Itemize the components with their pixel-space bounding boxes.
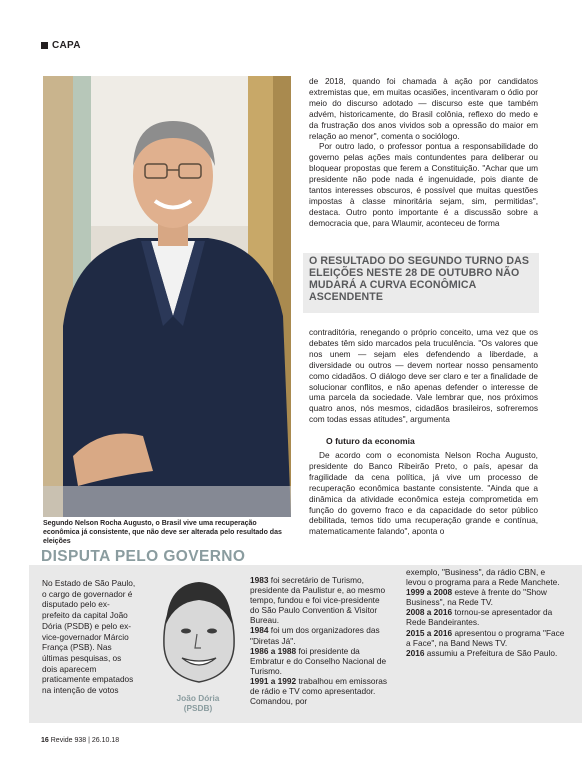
timeline-text: apresentou o programa "Face a Face", na Band News TV. [406, 627, 565, 648]
page-footer [41, 737, 119, 744]
timeline-entry [406, 607, 566, 627]
candidate-party: (PSDB) [183, 703, 213, 713]
pull-quote-text: O RESULTADO DO SEGUNDO TURNO DAS ELEIÇÕES NESTE 28 DE OUTUBRO NÃO MUDARÁ A CURVA ECONÔMICA ASCENDENTE [309, 255, 529, 303]
article-paragraph: Por outro lado, o professor pontua a responsabilidade do governo pelas ações mais contundentes para deliberar ou bloquear propostas que ferem a Constituição. "Achar que um presidente não pode nada é ingenuidade, pois diante de tantos interesses obscuros, é possível que muitas questões impostas à classe minoritária sejam, sim, permitidas", destaca. Outro ponto importante é a discussão sobre a democracia que, para Wlaumir, aconteceu de forma [309, 141, 538, 228]
timeline-entry [250, 646, 390, 676]
article-subheading: O futuro da economia [326, 436, 415, 446]
timeline-text: trabalhou em emissoras de rádio e TV como apresentador. Comandou, por [250, 675, 387, 707]
timeline-entry [250, 575, 390, 625]
timeline-year: 2008 a 2016 [406, 607, 453, 618]
article-column-bottom [309, 450, 538, 537]
timeline-year: 2015 a 2016 [406, 627, 453, 638]
issue-date: 26.10.18 [91, 737, 120, 744]
timeline-year: 2016 [406, 647, 425, 658]
timeline-year: 1999 a 2008 [406, 587, 453, 598]
timeline-text: foi presidente da Embratur e do Conselho Nacional de Turismo. [250, 645, 387, 676]
timeline-text: foi secretário de Turismo, presidente da Paulistur e, ao mesmo tempo, fundou e foi vice-presidente do São Paulo Convention & Visitor Bureau. [250, 575, 386, 626]
photo-caption: Segundo Nelson Rocha Augusto, o Brasil vive uma recuperação econômica já consistente, que não deve ser alterada pelo resultado das eleições [43, 520, 282, 545]
portrait-illustration [43, 76, 291, 517]
timeline-entry [406, 648, 566, 658]
pull-quote [303, 253, 539, 313]
section-tag [41, 40, 81, 51]
article-paragraph: contraditória, renegando o próprio conceito, uma vez que os debates têm sido marcados pela truculência. "Os valores que nos unem — sejam eles defendendo a liberdade, a diversidade ou outros — devem nortear nosso pensamento como cidadãos. O diálogo deve ser claro e ter a finalidade de solucionar conflitos, e não apenas defender o interesse de uma parcela da sociedade. Vale lembrar que, nos próximos quatro anos, nós mesmos, cidadãos brasileiros, sofreremos com todas essas atitudes", argumenta [309, 327, 538, 425]
timeline-year: 1984 [250, 625, 269, 636]
timeline-entry [406, 587, 566, 607]
timeline-entry [406, 628, 566, 648]
footer-separator: | [88, 737, 92, 744]
timeline-entry [406, 567, 566, 587]
timeline-text: tornou-se apresentador da Rede Bandeirantes. [406, 607, 553, 628]
magazine-name: Revide 938 [50, 737, 87, 744]
section-label: CAPA [52, 40, 81, 51]
article-paragraph: de 2018, quando foi chamada à ação por candidatos extremistas que, em muitas ocasiões, incentivaram o ódio por meio do discurso adotado — discurso este que também advém, historicamente, do Brasil colônia, reflexo do medo e da frustração dos anos vividos sob a opressão do maior em relação ao menor", comenta o sociólogo. [309, 76, 538, 141]
candidate-portrait [158, 576, 240, 684]
timeline-text: assumiu a Prefeitura de São Paulo. [424, 647, 558, 658]
timeline-entry [250, 676, 390, 706]
timeline-column-1 [250, 575, 390, 706]
box-title: DISPUTA PELO GOVERNO [41, 548, 246, 565]
timeline-text: esteve à frente do "Show Business", na Rede TV. [406, 587, 547, 608]
article-photo [43, 76, 291, 517]
box-intro: No Estado de São Paulo, o cargo de governador é disputado pelo ex-prefeito da capital João Dória (PSDB) e pelo ex-vice-governador Márcio França (PSB). Nas últimas pesquisas, os dois aparecem praticamente empatados na intenção de votos [42, 578, 136, 696]
timeline-entry [250, 625, 390, 645]
section-square-icon [41, 42, 48, 49]
timeline-year: 1983 [250, 575, 269, 585]
page-number: 16 [41, 737, 49, 744]
timeline-year: 1986 a 1988 [250, 645, 297, 656]
timeline-year: 1991 a 1992 [250, 675, 297, 686]
timeline-text: foi um dos organizadores das "Diretas Já". [250, 625, 380, 646]
candidate-name-block [150, 693, 246, 713]
article-column-middle [309, 327, 538, 425]
article-column-top [309, 76, 538, 229]
timeline-column-2 [406, 567, 566, 658]
candidate-name: João Dória [176, 693, 220, 703]
timeline-text: exemplo, "Business", da rádio CBN, e levou o programa para a Rede Manchete. [406, 567, 560, 588]
article-paragraph: De acordo com o economista Nelson Rocha Augusto, presidente do Banco Ribeirão Preto, o país, apesar da fragilidade da cena política, já vive um processo de recuperação econômica bastante consistente. "Ainda que a dinâmica da atividade econômica esteja comprometida em função do governo fraco e da capacidade do setor público debilitada, temos tido uma recuperação grande e contínua, matematicamente falando", aponta o [309, 450, 538, 537]
candidate-portrait-illustration [158, 576, 240, 684]
